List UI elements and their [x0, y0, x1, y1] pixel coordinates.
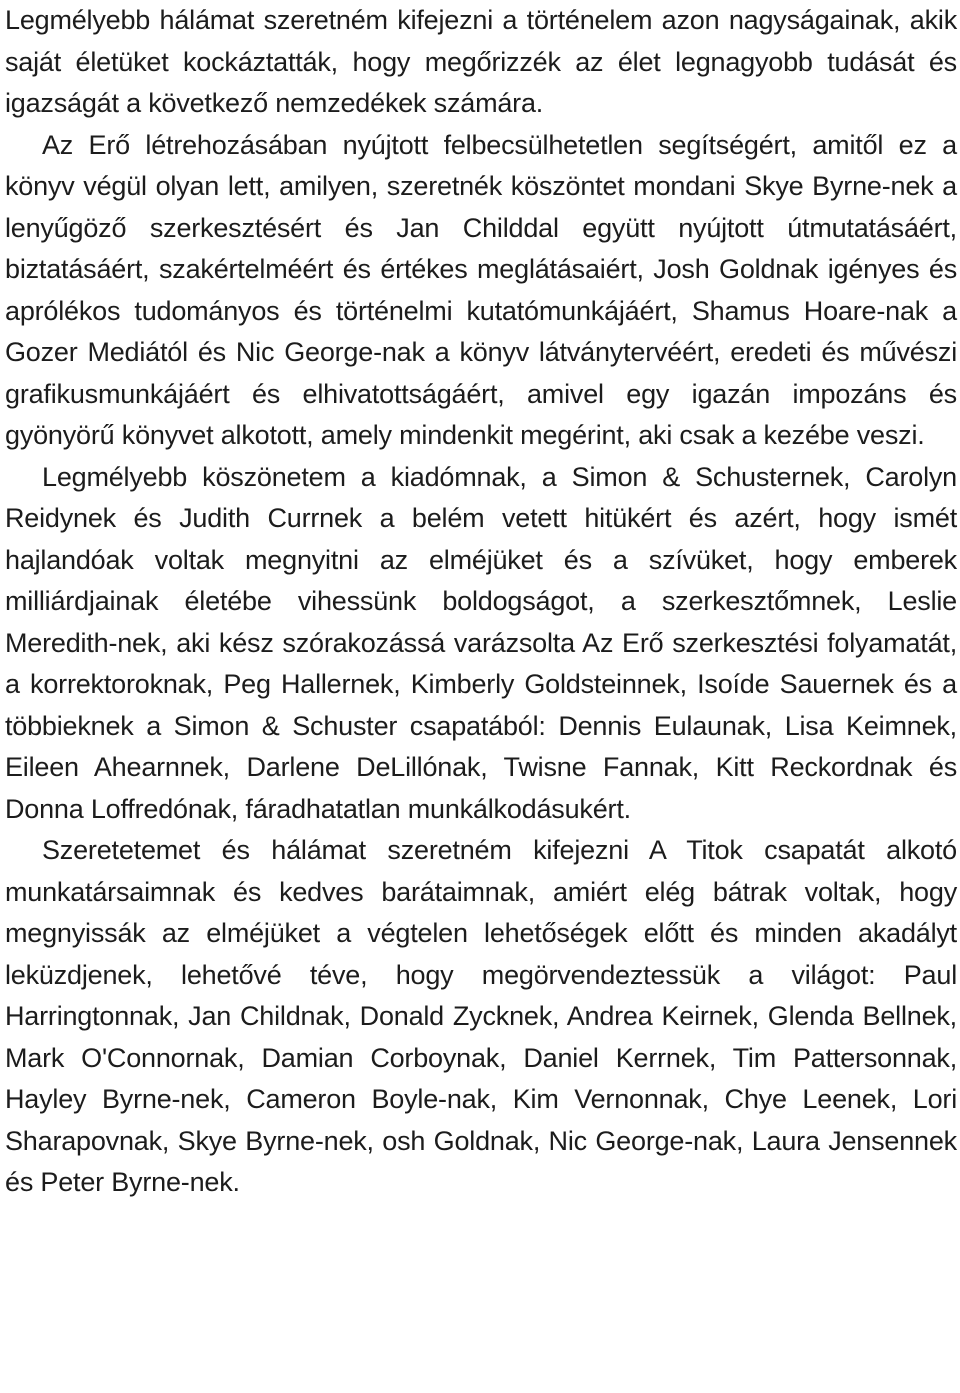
- paragraph-acknowledgement-publisher: Legmélyebb köszönetem a kiadómnak, a Simon & Schusternek, Carolyn Reidynek és Judith Currnek a belém vetett hitükért és azért, hogy ismét hajlandóak voltak megnyitni az elméjüket és a szívüket, hogy emberek milliárdjainak életébe vihessünk boldogságot, a szerkesztőmnek, Leslie Meredith-nek, aki kész szórakozássá varázsolta Az Erő szerkesztési folyamatát, a korrektoroknak, Peg Hallernek, Kimberly Goldsteinnek, Isoíde Sauernek és a többieknek a Simon & Schuster csapatából: Dennis Eulaunak, Lisa Keimnek, Eileen Ahearnnek, Darlene DeLillónak, Twisne Fannak, Kitt Reckordnak és Donna Loffredónak, fáradhatatlan munkálkodásukért.: [5, 461, 957, 824]
- document-page: [5, 0, 957, 1204]
- paragraph-gratitude-history: Legmélyebb hálámat szeretném kifejezni a történelem azon nagyságainak, akik saját életüket kockáztatták, hogy megőrizzék az élet legnagyobb tudását és igazságát a következő nemzedékek számára.: [5, 5, 957, 118]
- paragraph-acknowledgement-editors: Az Erő létrehozásában nyújtott felbecsülhetetlen segítségért, amitől ez a könyv végül olyan lett, amilyen, szeretnék köszöntet mondani Skye Byrne-nek a lenyűgöző szerkesztésért és Jan Childdal együtt nyújtott útmutatásáért, biztatásáért, szakértelméért és értékes meglátásaiért, Josh Goldnak igényes és aprólékos tudományos és történelmi kutatómunkájáért, Shamus Hoare-nak a Gozer Mediától és Nic George-nak a könyv látványtervéért, eredeti és művészi grafikusmunkájáért és elhivatottságáért, amivel egy igazán impozáns és gyönyörű könyvet alkotott, amely mindenkit megérint, aki csak a kezébe veszi.: [5, 129, 957, 450]
- paragraph-acknowledgement-team: Szeretetemet és hálámat szeretném kifejezni A Titok csapatát alkotó munkatársaimnak és kedves barátaimnak, amiért elég bátrak voltak, hogy megnyissák az elméjüket a végtelen lehetőségek előtt és minden akadályt leküzdjenek, lehetővé téve, hogy megörvendeztessük a világot: Paul Harringtonnak, Jan Childnak, Donald Zycknek, Andrea Keirnek, Glenda Bellnek, Mark O'Connornak, Damian Corboynak, Daniel Kerrnek, Tim Pattersonnak, Hayley Byrne-nek, Cameron Boyle-nak, Kim Vernonnak, Chye Leenek, Lori Sharapovnak, Skye Byrne-nek, osh Goldnak, Nic George-nak, Laura Jensennek és Peter Byrne-nek.: [5, 835, 957, 1197]
